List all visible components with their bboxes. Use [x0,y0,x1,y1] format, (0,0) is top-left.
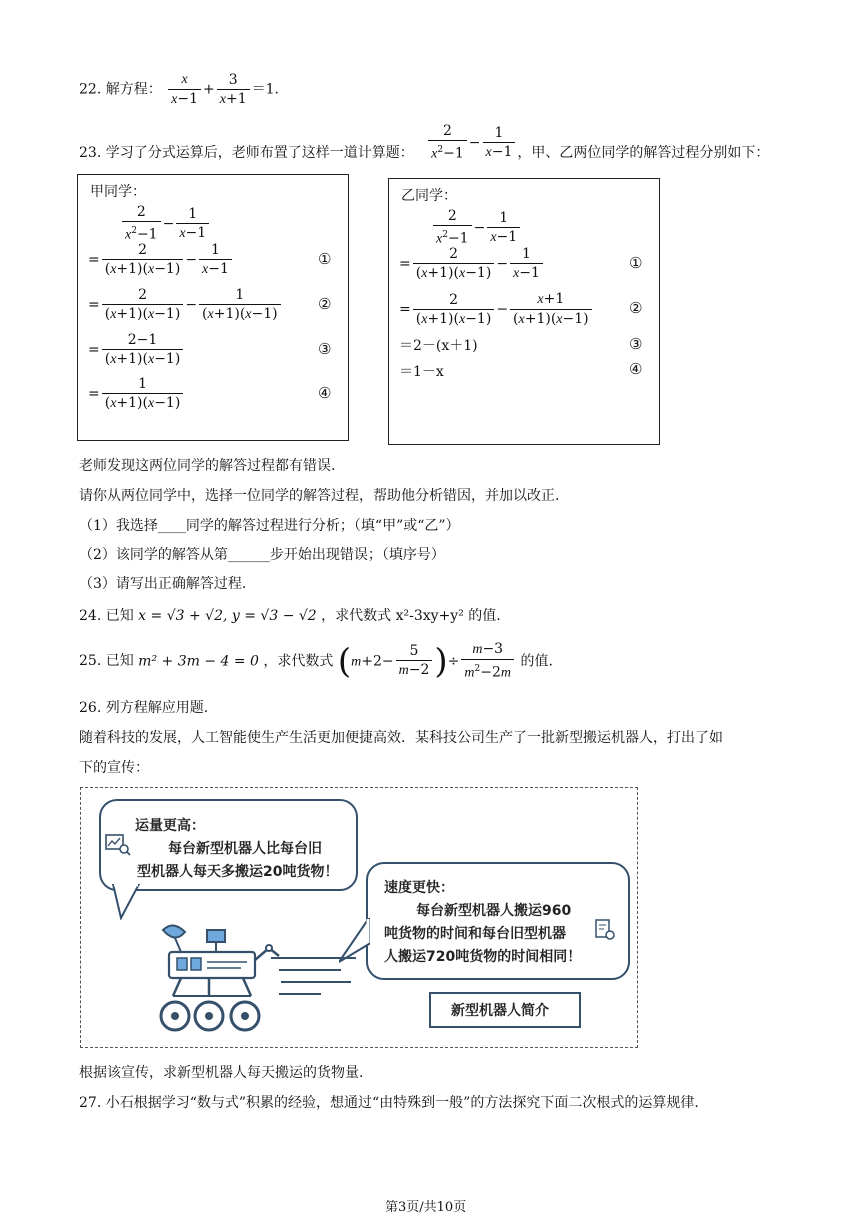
q23-intro-line: 23. 学习了分式运算后，老师布置了这样一道计算题： $\frac{2}{x^2-1}$ − $\frac{1}{x-1}$ ，甲、乙两位同学的解答过程分别如下： [79,123,770,162]
q25-line: 25. 已知 m² + 3m − 4 = 0 ，求代数式 (m+2− $\frac{5}{m-2}$ )÷ $\frac{m-3}{m^2-2m}$ 的值. [79,641,553,682]
q24-line [79,605,501,625]
q25-label: 25. 已知 [79,653,134,670]
q22-end: ＝1. [251,81,279,98]
promo-illustration [80,787,638,1048]
jia-solution-box [77,174,349,441]
q24-tail: ，求代数式 x²-3xy+y² 的值. [321,608,501,624]
yi-step4: ＝1－x [399,364,444,380]
bubble1-title: 运量更高： [135,818,205,834]
q27-text: 27. 小石根据学习“数与式”积累的经验，想通过“由特殊到一般”的方法探究下面二次根式的运算规律. [79,1095,699,1111]
q23-after: ，甲、乙两位同学的解答过程分别如下： [517,144,770,161]
q25-mid: ，求代数式 [263,653,334,670]
jia-step0: $\frac{2}{x^2-1}$ − $\frac{1}{x-1}$ [120,203,211,245]
fraction: $\frac{2}{x^2-1}$ [428,122,467,164]
q26-para1: 随着科技的发展，人工智能使生产生活更加便捷高效．某科技公司生产了一批新型搬运机器人，打出了如 [79,730,723,746]
robot-rover-icon [151,918,361,1040]
q23-line1: 老师发现这两位同学的解答过程都有错误. [79,458,336,474]
yi-solution-box [388,178,660,445]
yi-step3: ＝2－(x＋1) [399,338,478,354]
q25-eq: m² + 3m − 4 = 0 [138,653,259,670]
q26-label: 26. 列方程解应用题. [79,700,209,716]
jia-step1: = $\frac{2}{(x+1)(x-1)}$ − $\frac{1}{x-1}$ [88,241,234,279]
yi-mark-3: ③ [629,335,643,353]
yi-step1: = $\frac{2}{(x+1)(x-1)}$ − $\frac{1}{x-1}$ [399,245,545,283]
fraction: $\frac{x}{x-1}$ [168,70,201,109]
q26-ask: 根据该宣传，求新型机器人每天搬运的货物量. [79,1065,364,1081]
q23-line2: 请你从两位同学中，选择一位同学的解答过程，帮助他分析错因，并加以改正. [79,488,560,504]
document-gear-icon [594,919,616,941]
bubble2-title: 速度更快： [384,880,454,896]
yi-step0: $\frac{2}{x^2-1}$ − $\frac{1}{x-1}$ [431,207,522,249]
bubble1-tail [111,884,141,920]
yi-mark-2: ② [629,299,643,317]
jia-title: 甲同学： [90,184,146,200]
jia-mark-1: ① [318,250,332,268]
jia-step2: = $\frac{2}{(x+1)(x-1)}$ − $\frac{1}{(x+1)(x-1)}$ [88,286,283,324]
yi-step2: = $\frac{2}{(x+1)(x-1)}$ − $\frac{x+1}{(x+1)(x-1)}$ [399,290,594,329]
yi-mark-1: ① [629,254,643,272]
fraction: $\frac{1}{x-1}$ [483,124,516,162]
q22-line: 22. 解方程： $\frac{x}{x-1}$ + $\frac{3}{x+1}$ ＝1. [79,71,279,107]
bubble1-line2: 型机器人每天多搬运20吨货物！ [137,864,339,880]
bubble2-line2: 吨货物的时间和每台旧型机器 [384,926,566,942]
q23-sub3: （3）请写出正确解答过程. [79,576,247,592]
page-footer: 第3页/共10页 [385,1200,467,1215]
jia-step3: = $\frac{2-1}{(x+1)(x-1)}$ [88,331,185,369]
chart-search-icon [105,834,131,856]
q25-tail: 的值. [520,653,553,670]
q26-para2: 下的宣传： [79,760,149,776]
caption-text: 新型机器人简介 [451,1003,549,1019]
yi-mark-4: ④ [629,360,643,378]
bubble2-line1: 每台新型机器人搬运960 [416,903,572,919]
yi-title: 乙同学： [401,188,457,204]
fraction: $\frac{3}{x+1}$ [217,71,250,109]
jia-mark-4: ④ [318,384,332,402]
bubble1-line1: 每台新型机器人比每台旧 [168,841,322,857]
q24-label: 24. 已知 [79,608,134,624]
q24-cond: x = √3 + √2, y = √3 − √2 [138,608,317,624]
jia-mark-2: ② [318,295,332,313]
q23-intro: 23. 学习了分式运算后，老师布置了这样一道计算题： [79,144,414,161]
jia-step4: = $\frac{1}{(x+1)(x-1)}$ [88,375,185,413]
q23-sub2: （2）该同学的解答从第______步开始出现错误；（填序号） [79,547,445,563]
q23-sub1: （1）我选择____同学的解答过程进行分析；（填“甲”或“乙”） [79,518,460,534]
bubble2-line3: 人搬运720吨货物的时间相同！ [384,949,582,965]
q22-label: 22. 解方程： [79,81,162,98]
jia-mark-3: ③ [318,340,332,358]
